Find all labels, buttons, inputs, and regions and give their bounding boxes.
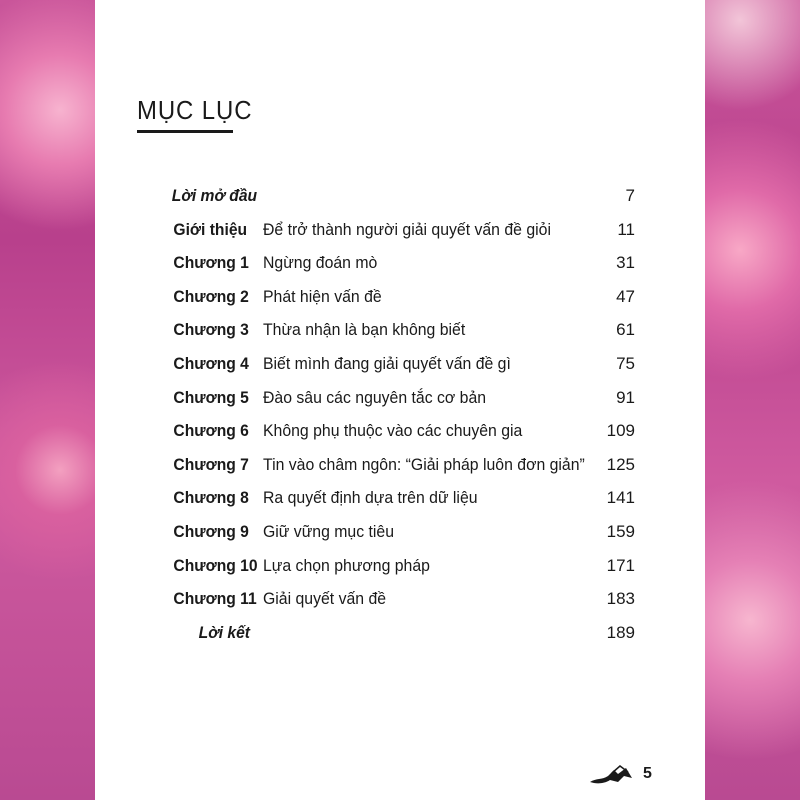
- toc-page-number: 31: [616, 253, 635, 273]
- toc-page-number: 171: [606, 555, 635, 575]
- toc-label: Chương 2: [173, 286, 249, 306]
- toc-title: Giải quyết vấn đề: [263, 589, 387, 609]
- toc-row: [95, 354, 705, 382]
- toc-row: [95, 421, 705, 449]
- toc-label: Chương 4: [173, 354, 249, 373]
- toc-title: Biết mình đang giải quyết vấn đề gì: [263, 354, 511, 373]
- toc-page-number: 61: [616, 320, 635, 340]
- toc-title: Để trở thành người giải quyết vấn đề giỏi: [263, 219, 551, 239]
- toc-row: [95, 488, 705, 516]
- book-page: [95, 0, 705, 800]
- toc-label: Chương 10: [173, 555, 258, 575]
- toc-title: Thừa nhận là bạn không biết: [263, 320, 466, 340]
- toc-row: [95, 186, 705, 214]
- toc-row: [95, 320, 705, 348]
- toc-page-number: 109: [606, 421, 635, 441]
- toc-row: [95, 287, 705, 315]
- toc-page-number: 47: [616, 286, 635, 306]
- footer-page-number: 5: [643, 765, 652, 782]
- toc-label: Chương 9: [173, 522, 249, 541]
- toc-row: [95, 522, 705, 550]
- toc-row: [95, 220, 705, 248]
- toc-row: [95, 589, 705, 617]
- title-underline: [137, 130, 233, 133]
- book-ornament-icon: [588, 764, 638, 786]
- toc-title: Đào sâu các nguyên tắc cơ bản: [263, 387, 487, 407]
- toc-row: [95, 253, 705, 281]
- toc-title: Không phụ thuộc vào các chuyên gia: [263, 421, 523, 441]
- toc-title: Tin vào châm ngôn: “Giải pháp luôn đơn giản”: [263, 454, 585, 474]
- toc-page-number: 183: [606, 589, 635, 609]
- toc-label: Chương 6: [173, 421, 249, 441]
- toc-title: Giữ vững mục tiêu: [263, 522, 395, 541]
- toc-page-number: 91: [616, 387, 635, 407]
- toc-label: Chương 1: [173, 253, 249, 273]
- toc-page-number: 7: [625, 186, 635, 205]
- toc-page-number: 125: [606, 454, 635, 474]
- toc-title: Ra quyết định dựa trên dữ liệu: [263, 488, 478, 508]
- toc-title: Ngừng đoán mò: [263, 253, 378, 273]
- toc-label: Chương 3: [173, 320, 249, 340]
- toc-label: Chương 8: [173, 488, 249, 508]
- toc-row: [95, 455, 705, 483]
- toc-row: [95, 623, 705, 651]
- toc-label: Lời mở đầu: [171, 186, 258, 205]
- toc-page-number: 141: [606, 488, 635, 508]
- toc-page-number: 189: [606, 622, 635, 642]
- toc-page-number: 11: [617, 219, 635, 239]
- toc-title: Phát hiện vấn đề: [263, 286, 382, 306]
- toc-row: [95, 556, 705, 584]
- toc-title: Lựa chọn phương pháp: [263, 555, 430, 575]
- toc-label: Lời kết: [198, 622, 250, 642]
- toc-row: [95, 388, 705, 416]
- toc-page-number: 75: [616, 354, 635, 373]
- toc-label: Chương 5: [173, 387, 249, 407]
- toc-label: Chương 7: [173, 454, 249, 474]
- toc-label: Chương 11: [173, 589, 257, 609]
- toc-label: Giới thiệu: [173, 219, 248, 239]
- page-title: MỤC LỤC: [137, 95, 253, 125]
- toc-page-number: 159: [606, 522, 635, 541]
